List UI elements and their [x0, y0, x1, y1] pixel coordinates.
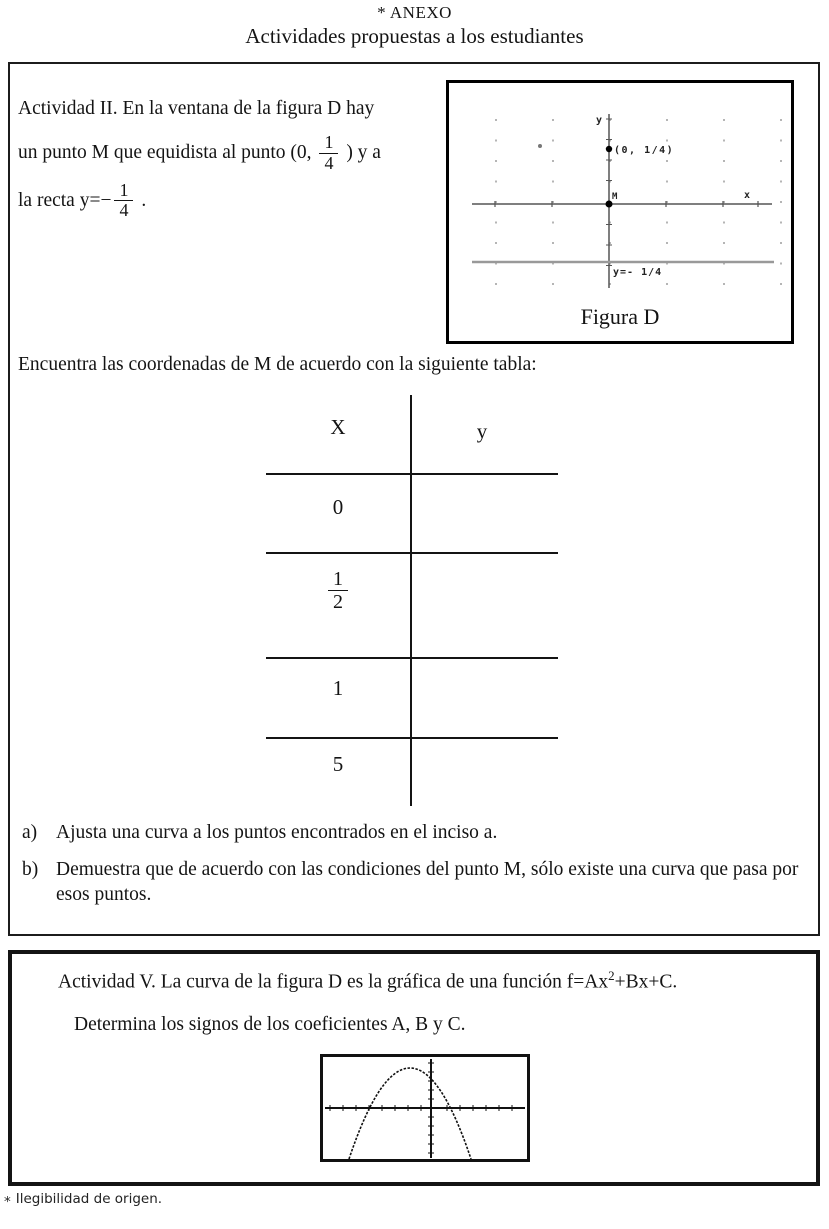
point-m-label: M: [612, 192, 618, 202]
list-item-b: [22, 858, 814, 907]
item-a-text: Ajusta una curva a los puntos encontrados en el inciso a.: [56, 822, 498, 843]
table-row-x-1: 1: [332, 676, 344, 700]
table-rule-4: [266, 737, 558, 739]
footnote: [4, 1191, 163, 1210]
exponent-2: 2: [608, 968, 615, 983]
table-rule-3: [266, 657, 558, 659]
table-row-x-5: 5: [332, 752, 344, 776]
table-vertical-rule: [410, 395, 412, 806]
table-header-y: y: [476, 419, 488, 443]
activity-2-line2-pre: un punto M que equidista al punto (0,: [18, 142, 317, 164]
directrix-label: y=- 1/4: [613, 267, 663, 278]
item-b-text: Demuestra que de acuerdo con las condiciones del punto M, sólo existe una curva que pasa por esos puntos.: [56, 859, 799, 905]
activity-2-statement: [18, 98, 456, 221]
footnote-text: Ilegibilidad de origen.: [15, 1191, 163, 1207]
fraction-one-quarter: $\frac{1}{4}$: [319, 133, 338, 174]
annex-title: * ANEXO: [377, 3, 452, 22]
values-table: [266, 395, 558, 809]
list-item-a: [22, 821, 814, 845]
parabola-figure: [320, 1054, 530, 1162]
activity-5-statement: [58, 968, 677, 994]
activity-2-line1: Actividad II. En la ventana de la figura D hay: [18, 98, 375, 119]
activity-2-line3-pre: la recta y=: [18, 189, 101, 211]
y-axis-label: y: [596, 115, 603, 126]
activity-5-question: Determina los signos de los coeficientes A, B y C.: [74, 1014, 466, 1035]
grid-dots: [470, 110, 782, 286]
activity-5-box: [8, 950, 820, 1186]
parabola-curve: [349, 1068, 471, 1159]
focus-point: [606, 146, 612, 152]
item-a-label: a): [22, 822, 38, 843]
figura-d-panel: [446, 80, 794, 344]
footnote-asterisk: *: [4, 1194, 11, 1210]
parabola-graph: [323, 1057, 527, 1159]
activity-2-box: [8, 62, 820, 936]
activity-5-line1-post: +Bx+C.: [614, 971, 678, 993]
table-rule-1: [266, 473, 558, 475]
focus-point-label: (0, 1/4): [614, 145, 675, 156]
table-row-x-0: 0: [332, 495, 344, 519]
fraction-negative-quarter: $\frac{1}{4}$: [114, 181, 133, 222]
item-b-label: b): [22, 859, 39, 881]
x-axis-label: x: [744, 190, 751, 201]
table-prompt: Encuentra las coordenadas de M de acuerdo con la siguiente tabla:: [18, 354, 537, 375]
figura-d-graph: [450, 86, 790, 293]
stray-dot: [538, 144, 542, 148]
table-rule-2: [266, 552, 558, 554]
table-row-x-half: [266, 568, 410, 613]
activity-5-line1-pre: Actividad V. La curva de la figura D es la gráfica de una función f=Ax: [58, 971, 609, 993]
fraction-one-half: $\frac{1}{2}$: [328, 568, 348, 613]
minus-sign: −: [100, 189, 112, 211]
figura-d-caption: Figura D: [580, 304, 660, 329]
table-header-x: X: [330, 415, 346, 439]
activity-2-line3-post: .: [136, 189, 147, 211]
activity-2-items: [22, 821, 814, 920]
activity-2-line2-post: ) y a: [341, 142, 381, 164]
annex-subtitle: Actividades propuestas a los estudiantes: [245, 24, 584, 48]
